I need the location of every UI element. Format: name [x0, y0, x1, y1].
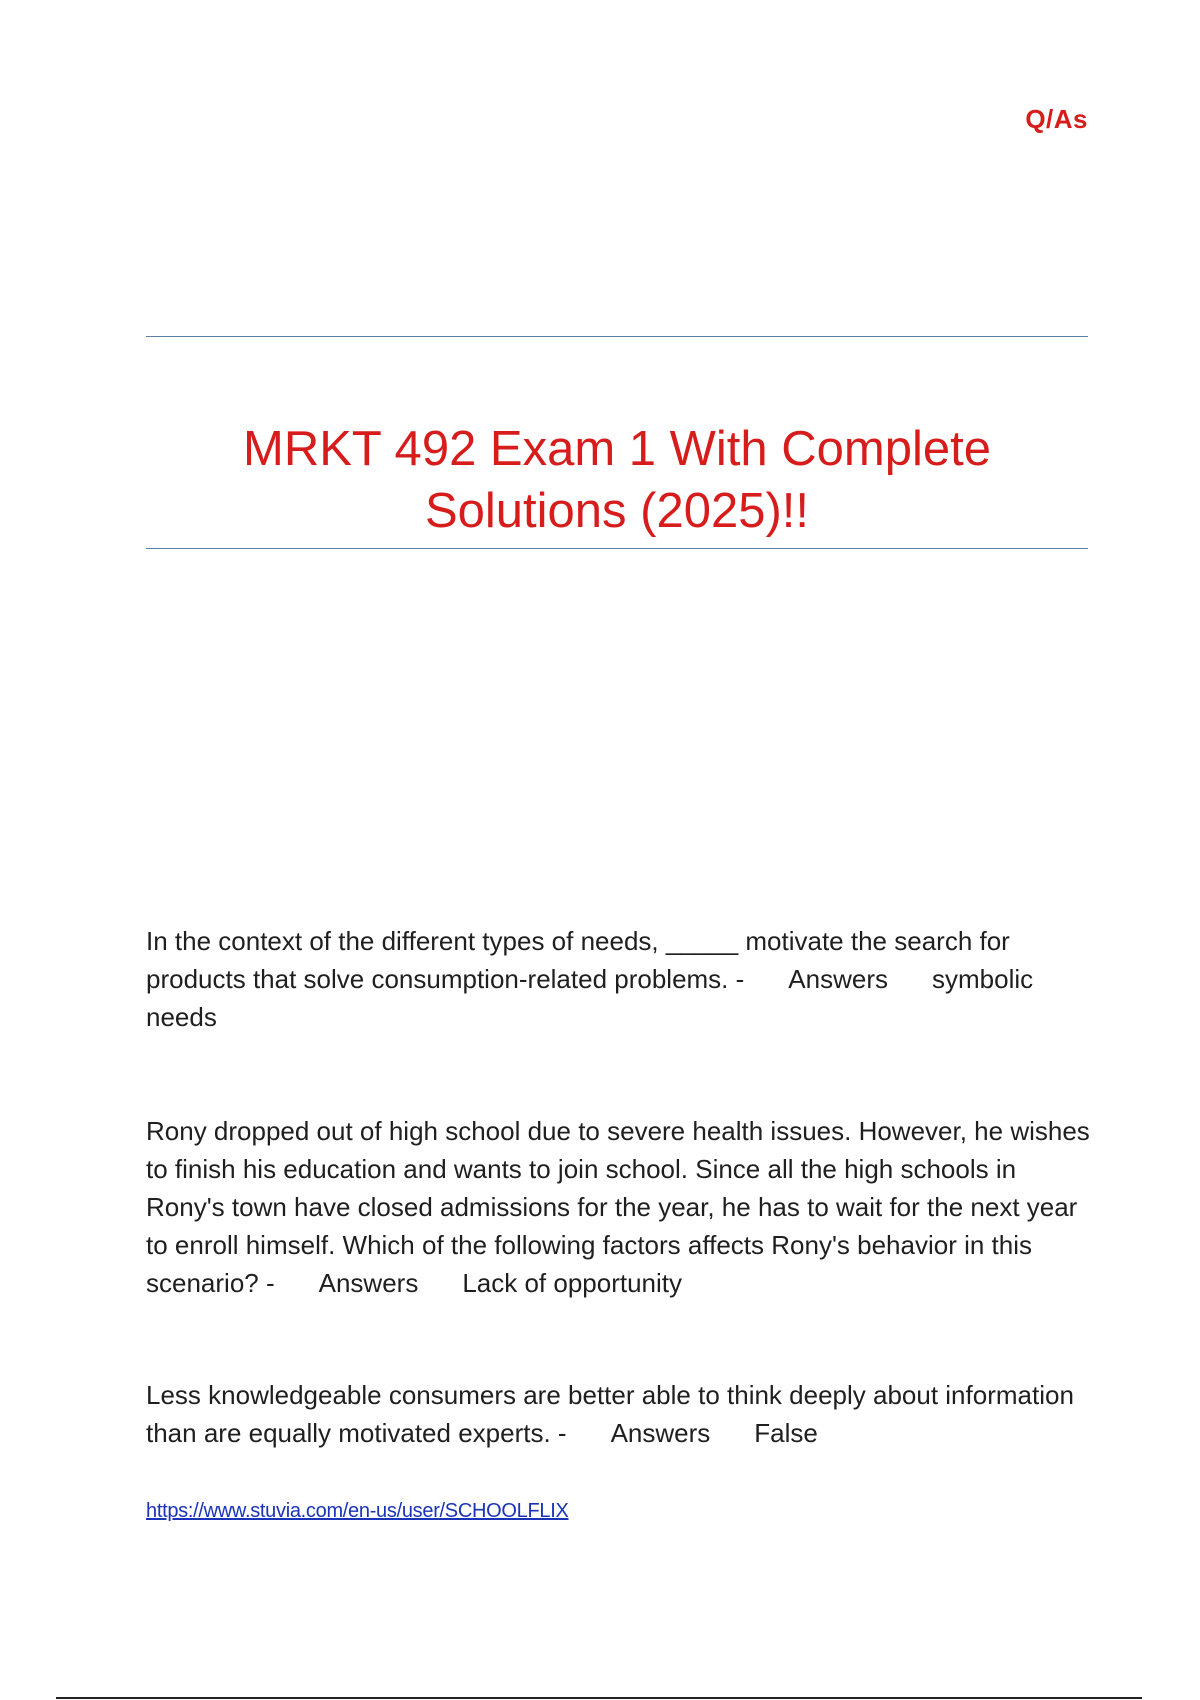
- question-text: Less knowledgeable consumers are better able to think deeply about information than are equally motivated experts. -: [146, 1380, 1074, 1448]
- source-link[interactable]: https://www.stuvia.com/en-us/user/SCHOOLFLIX: [146, 1500, 569, 1522]
- qa-item-3: [146, 1376, 1090, 1452]
- answer-text: symbolic needs: [146, 964, 1034, 1032]
- title-top-rule: [146, 336, 1088, 337]
- answer-label: Answers: [610, 1418, 711, 1448]
- question-text: Rony dropped out of high school due to severe health issues. However, he wishes to finish his education and wants to join school. Since all the high schools in Rony's town have closed admissions for the year, he has to wait for the next year to enroll himself. Which of the following factors affects Rony's behavior in this scenario? -: [146, 1116, 1090, 1298]
- answer-label: Answers: [318, 1268, 419, 1298]
- header-tag: Q/As: [1025, 104, 1088, 134]
- qa-item-1: [146, 922, 1090, 1036]
- qa-item-2: [146, 1112, 1090, 1302]
- question-text: In the context of the different types of needs, _____ motivate the search for products that solve consumption-related problems. -: [146, 926, 1010, 994]
- title-bottom-rule: [146, 548, 1088, 549]
- answer-label: Answers: [788, 964, 888, 994]
- answer-text: Lack of opportunity: [462, 1268, 683, 1298]
- answer-text: False: [754, 1418, 818, 1448]
- page-bottom-rule: [56, 1697, 1142, 1699]
- document-title: MRKT 492 Exam 1 With Complete Solutions (2025)!!: [243, 422, 991, 538]
